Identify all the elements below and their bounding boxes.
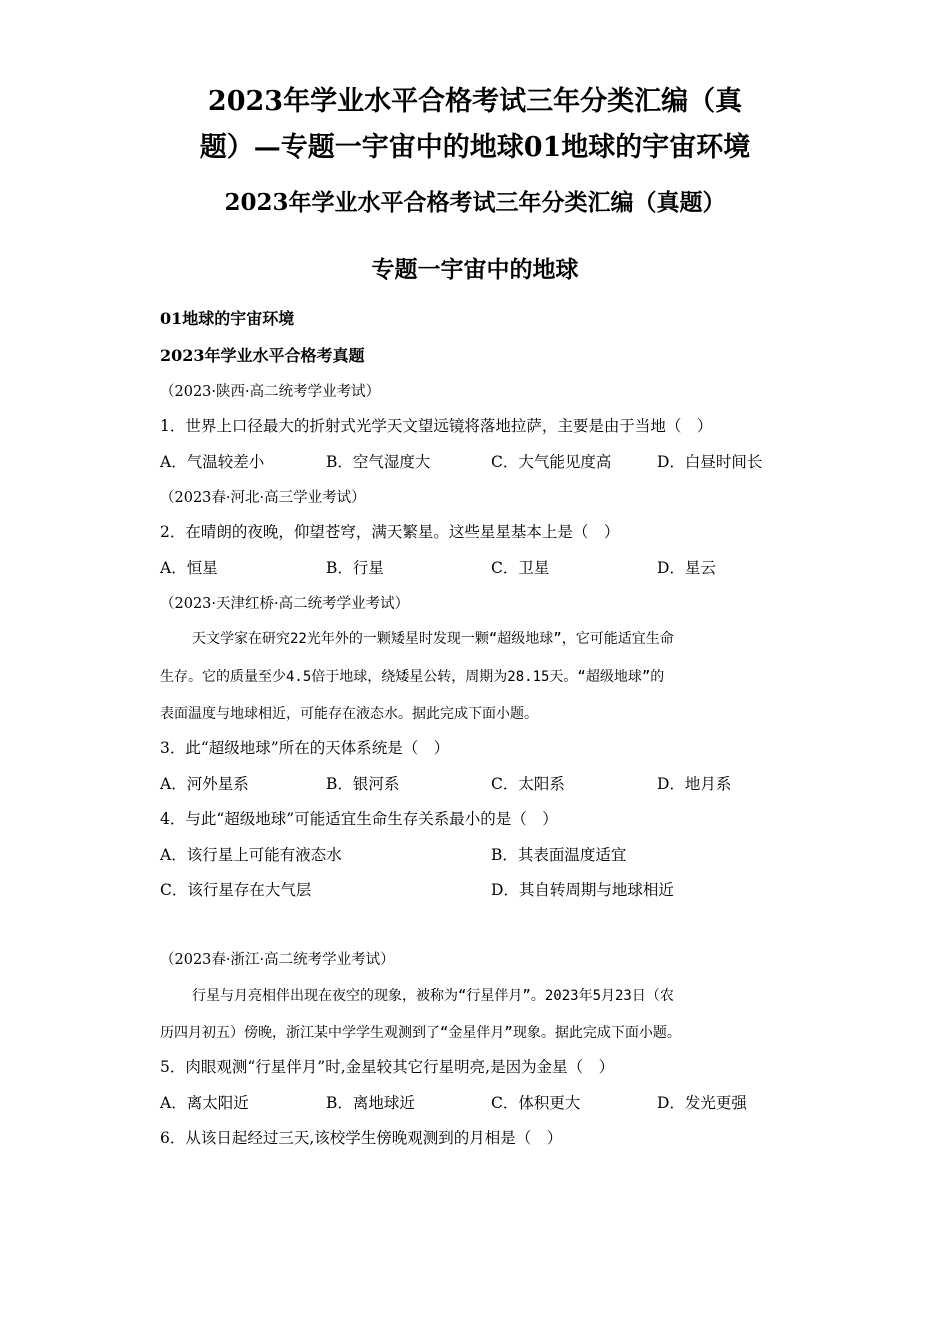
q5-option-b: B．离地球近 <box>326 1094 415 1112</box>
group34-passage-line-3: 表面温度与地球相近，可能存在液态水。据此完成下面小题。 <box>160 706 538 722</box>
q2-option-a: A．恒星 <box>160 559 218 577</box>
group34-source: （2023·天津红桥·高二统考学业考试） <box>160 596 410 612</box>
q6-stem: 6．从该日起经过三天,该校学生傍晚观测到的月相是（ ） <box>160 1129 563 1147</box>
q5-option-a: A．离太阳近 <box>160 1094 249 1112</box>
q4-option-d: D．其自转周期与地球相近 <box>491 881 674 899</box>
q5-option-c: C．体积更大 <box>491 1094 581 1112</box>
q3-option-d: D．地月系 <box>657 775 732 793</box>
subtitle: 2023年学业水平合格考试三年分类汇编（真题） <box>224 189 726 216</box>
subsection-heading: 2023年学业水平合格考真题 <box>160 346 365 365</box>
group56-passage-line-2: 历四月初五）傍晚，浙江某中学学生观测到了“金星伴月”现象。据此完成下面小题。 <box>160 1025 681 1041</box>
q4-stem: 4．与此“超级地球”可能适宜生命生存关系最小的是（ ） <box>160 810 558 828</box>
q2-option-d: D．星云 <box>657 559 716 577</box>
q1-option-c: C．大气能见度高 <box>491 453 612 471</box>
q4-option-c: C．该行星存在大气层 <box>160 881 312 899</box>
doc-title-line-2: 题）—专题一宇宙中的地球01地球的宇宙环境 <box>199 132 751 163</box>
q2-source: （2023春·河北·高三学业考试） <box>160 490 366 506</box>
group34-passage-line-2: 生存。它的质量至少4.5倍于地球，绕矮星公转，周期为28.15天。“超级地球”的 <box>160 669 665 685</box>
q4-option-b: B．其表面温度适宜 <box>491 846 627 864</box>
q2-option-c: C．卫星 <box>491 559 550 577</box>
group56-source: （2023春·浙江·高二统考学业考试） <box>160 952 395 968</box>
q3-stem: 3．此“超级地球”所在的天体系统是（ ） <box>160 739 450 757</box>
q5-option-d: D．发光更强 <box>657 1094 747 1112</box>
q5-stem: 5．肉眼观测“行星伴月”时,金星较其它行星明亮,是因为金星（ ） <box>160 1058 615 1076</box>
q4-option-a: A．该行星上可能有液态水 <box>160 846 342 864</box>
q3-option-c: C．太阳系 <box>491 775 565 793</box>
q1-source: （2023·陕西·高二统考学业考试） <box>160 384 381 400</box>
q1-stem: 1．世界上口径最大的折射式光学天文望远镜将落地拉萨，主要是由于当地（ ） <box>160 417 713 435</box>
q2-option-b: B．行星 <box>326 559 384 577</box>
q1-option-d: D．白昼时间长 <box>657 453 763 471</box>
group34-passage-line-1: 天文学家在研究22光年外的一颗矮星时发现一颗“超级地球”，它可能适宜生命 <box>192 631 674 647</box>
q2-stem: 2．在晴朗的夜晚，仰望苍穹，满天繁星。这些星星基本上是（ ） <box>160 523 620 541</box>
section-heading: 01地球的宇宙环境 <box>160 309 295 328</box>
doc-title-line-1: 2023年学业水平合格考试三年分类汇编（真 <box>207 86 743 117</box>
q3-option-b: B．银河系 <box>326 775 400 793</box>
q3-option-a: A．河外星系 <box>160 775 249 793</box>
q1-option-a: A．气温较差小 <box>160 453 265 471</box>
q1-option-b: B．空气湿度大 <box>326 453 431 471</box>
topic-heading: 专题一宇宙中的地球 <box>371 256 579 283</box>
group56-passage-line-1: 行星与月亮相伴出现在夜空的现象，被称为“行星伴月”。2023年5月23日（农 <box>192 988 674 1004</box>
